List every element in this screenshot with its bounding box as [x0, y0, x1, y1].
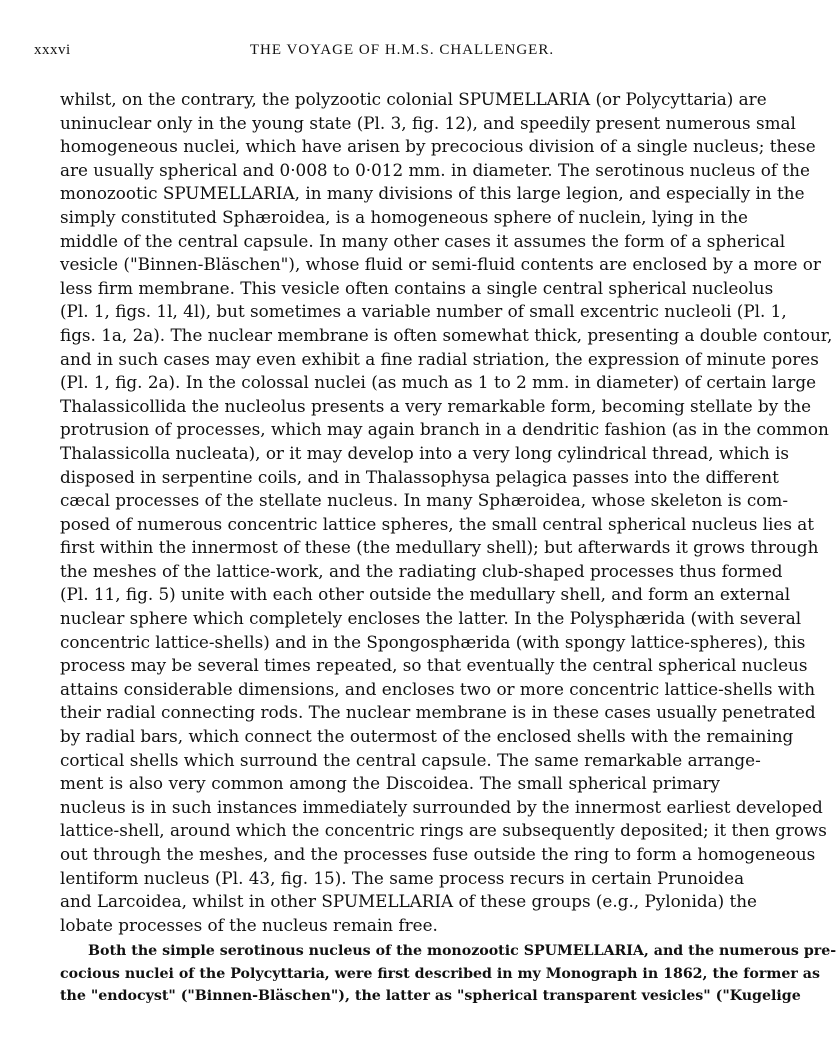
text-line: lentiform nucleus (Pl. 43, fig. 15). The same process recurs in certain Prunoidea — [60, 867, 745, 888]
text-line: process may be several times repeated, so that eventually the central spherical nucleus — [60, 655, 808, 676]
text-line: posed of numerous concentric lattice spheres, the small central spherical nucleus lies at — [60, 513, 815, 534]
text-line: concentric lattice-shells) and in the Spongosphærida (with spongy lattice-spheres), this — [60, 631, 806, 652]
text-line: lattice-shell, around which the concentric rings are subsequently deposited; it then grows — [60, 820, 827, 841]
text-line: protrusion of processes, which may again branch in a dendritic fashion (as in the common — [60, 419, 829, 440]
text-line: homogeneous nuclei, which have arisen by precocious division of a single nucleus; these — [60, 136, 816, 157]
text-line: (Pl. 11, fig. 5) unite with each other outside the medullary shell, and form an external — [60, 584, 791, 605]
text-line: and in such cases may even exhibit a fine radial striation, the expression of minute pores — [60, 348, 819, 369]
text-line: nucleus is in such instances immediately surrounded by the innermost earliest developed — [60, 796, 823, 817]
footnote-line: the "endocyst" ("Binnen-Bläschen"), the latter as "spherical transparent vesicles" ("Kugelige — [60, 988, 801, 1004]
footnote-line: cocious nuclei of the Polycyttaria, were first described in my Monograph in 1862, the former as — [60, 965, 820, 982]
text-line: out through the meshes, and the processes fuse outside the ring to form a homogeneous — [60, 844, 816, 864]
footnote-line: Both the simple serotinous nucleus of the monozootic SPUMELLARIA, and the numerous pre- — [88, 943, 836, 959]
text-line: Thalassicollida the nucleolus presents a very remarkable form, becoming stellate by the — [60, 395, 812, 416]
text-line: monozootic SPUMELLARIA, in many divisions of this large legion, and especially in the — [60, 183, 805, 204]
text-line: and Larcoidea, whilst in other SPUMELLARIA of these groups (e.g., Pylonida) the — [60, 891, 757, 912]
text-line: cæcal processes of the stellate nucleus. In many Sphæroidea, whose skeleton is com- — [60, 490, 788, 511]
text-line: nuclear sphere which completely encloses the latter. In the Polysphærida (with several — [60, 608, 802, 629]
running-title: THE VOYAGE OF H.M.S. CHALLENGER. — [249, 42, 555, 58]
text-line: middle of the central capsule. In many other cases it assumes the form of a spherical — [60, 230, 786, 251]
text-line: figs. 1a, 2a). The nuclear membrane is often somewhat thick, presenting a double contour, — [60, 324, 833, 345]
text-line: their radial connecting rods. The nuclear membrane is in these cases usually penetrated — [60, 702, 816, 723]
text-line: disposed in serpentine coils, and in Thalassophysa pelagica passes into the different — [60, 466, 779, 487]
page-header — [34, 42, 770, 66]
text-line: attains considerable dimensions, and encloses two or more concentric lattice-shells with — [60, 678, 816, 699]
text-line: lobate processes of the nucleus remain free. — [60, 914, 438, 935]
text-line: (Pl. 1, figs. 1l, 4l), but sometimes a variable number of small excentric nucleoli (Pl. 1, — [60, 301, 787, 322]
text-line: simply constituted Sphæroidea, is a homogeneous sphere of nuclein, lying in the — [60, 206, 748, 227]
text-line: cortical shells which surround the central capsule. The same remarkable arrange- — [60, 749, 761, 770]
text-line: ment is also very common among the Discoidea. The small spherical primary — [60, 773, 720, 794]
text-line: first within the innermost of these (the medullary shell); but afterwards it grows through — [60, 537, 819, 558]
text-line: are usually spherical and 0·008 to 0·012 mm. in diameter. The serotinous nucleus of the — [60, 159, 810, 180]
text-line: vesicle ("Binnen-Bläschen"), whose fluid or semi-fluid contents are enclosed by a more or — [60, 254, 821, 275]
text-line: by radial bars, which connect the outermost of the enclosed shells with the remaining — [60, 726, 794, 747]
text-line: the meshes of the lattice-work, and the radiating club-shaped processes thus formed — [60, 560, 783, 581]
text-line: Thalassicolla nucleata), or it may develop into a very long cylindrical thread, which is — [60, 442, 790, 463]
text-line: less firm membrane. This vesicle often contains a single central spherical nucleolus — [60, 277, 774, 298]
text-line: uninuclear only in the young state (Pl. 3, fig. 12), and speedily present numerous smal — [60, 112, 796, 133]
page-number: xxxvi — [34, 42, 71, 58]
text-line: (Pl. 1, fig. 2a). In the colossal nuclei (as much as 1 to 2 mm. in diameter) of certain large — [60, 372, 817, 393]
footnote — [60, 940, 836, 1008]
text-line: whilst, on the contrary, the polyzootic colonial SPUMELLARIA (or Polycyttaria) are — [60, 89, 767, 109]
main-text — [60, 88, 833, 937]
